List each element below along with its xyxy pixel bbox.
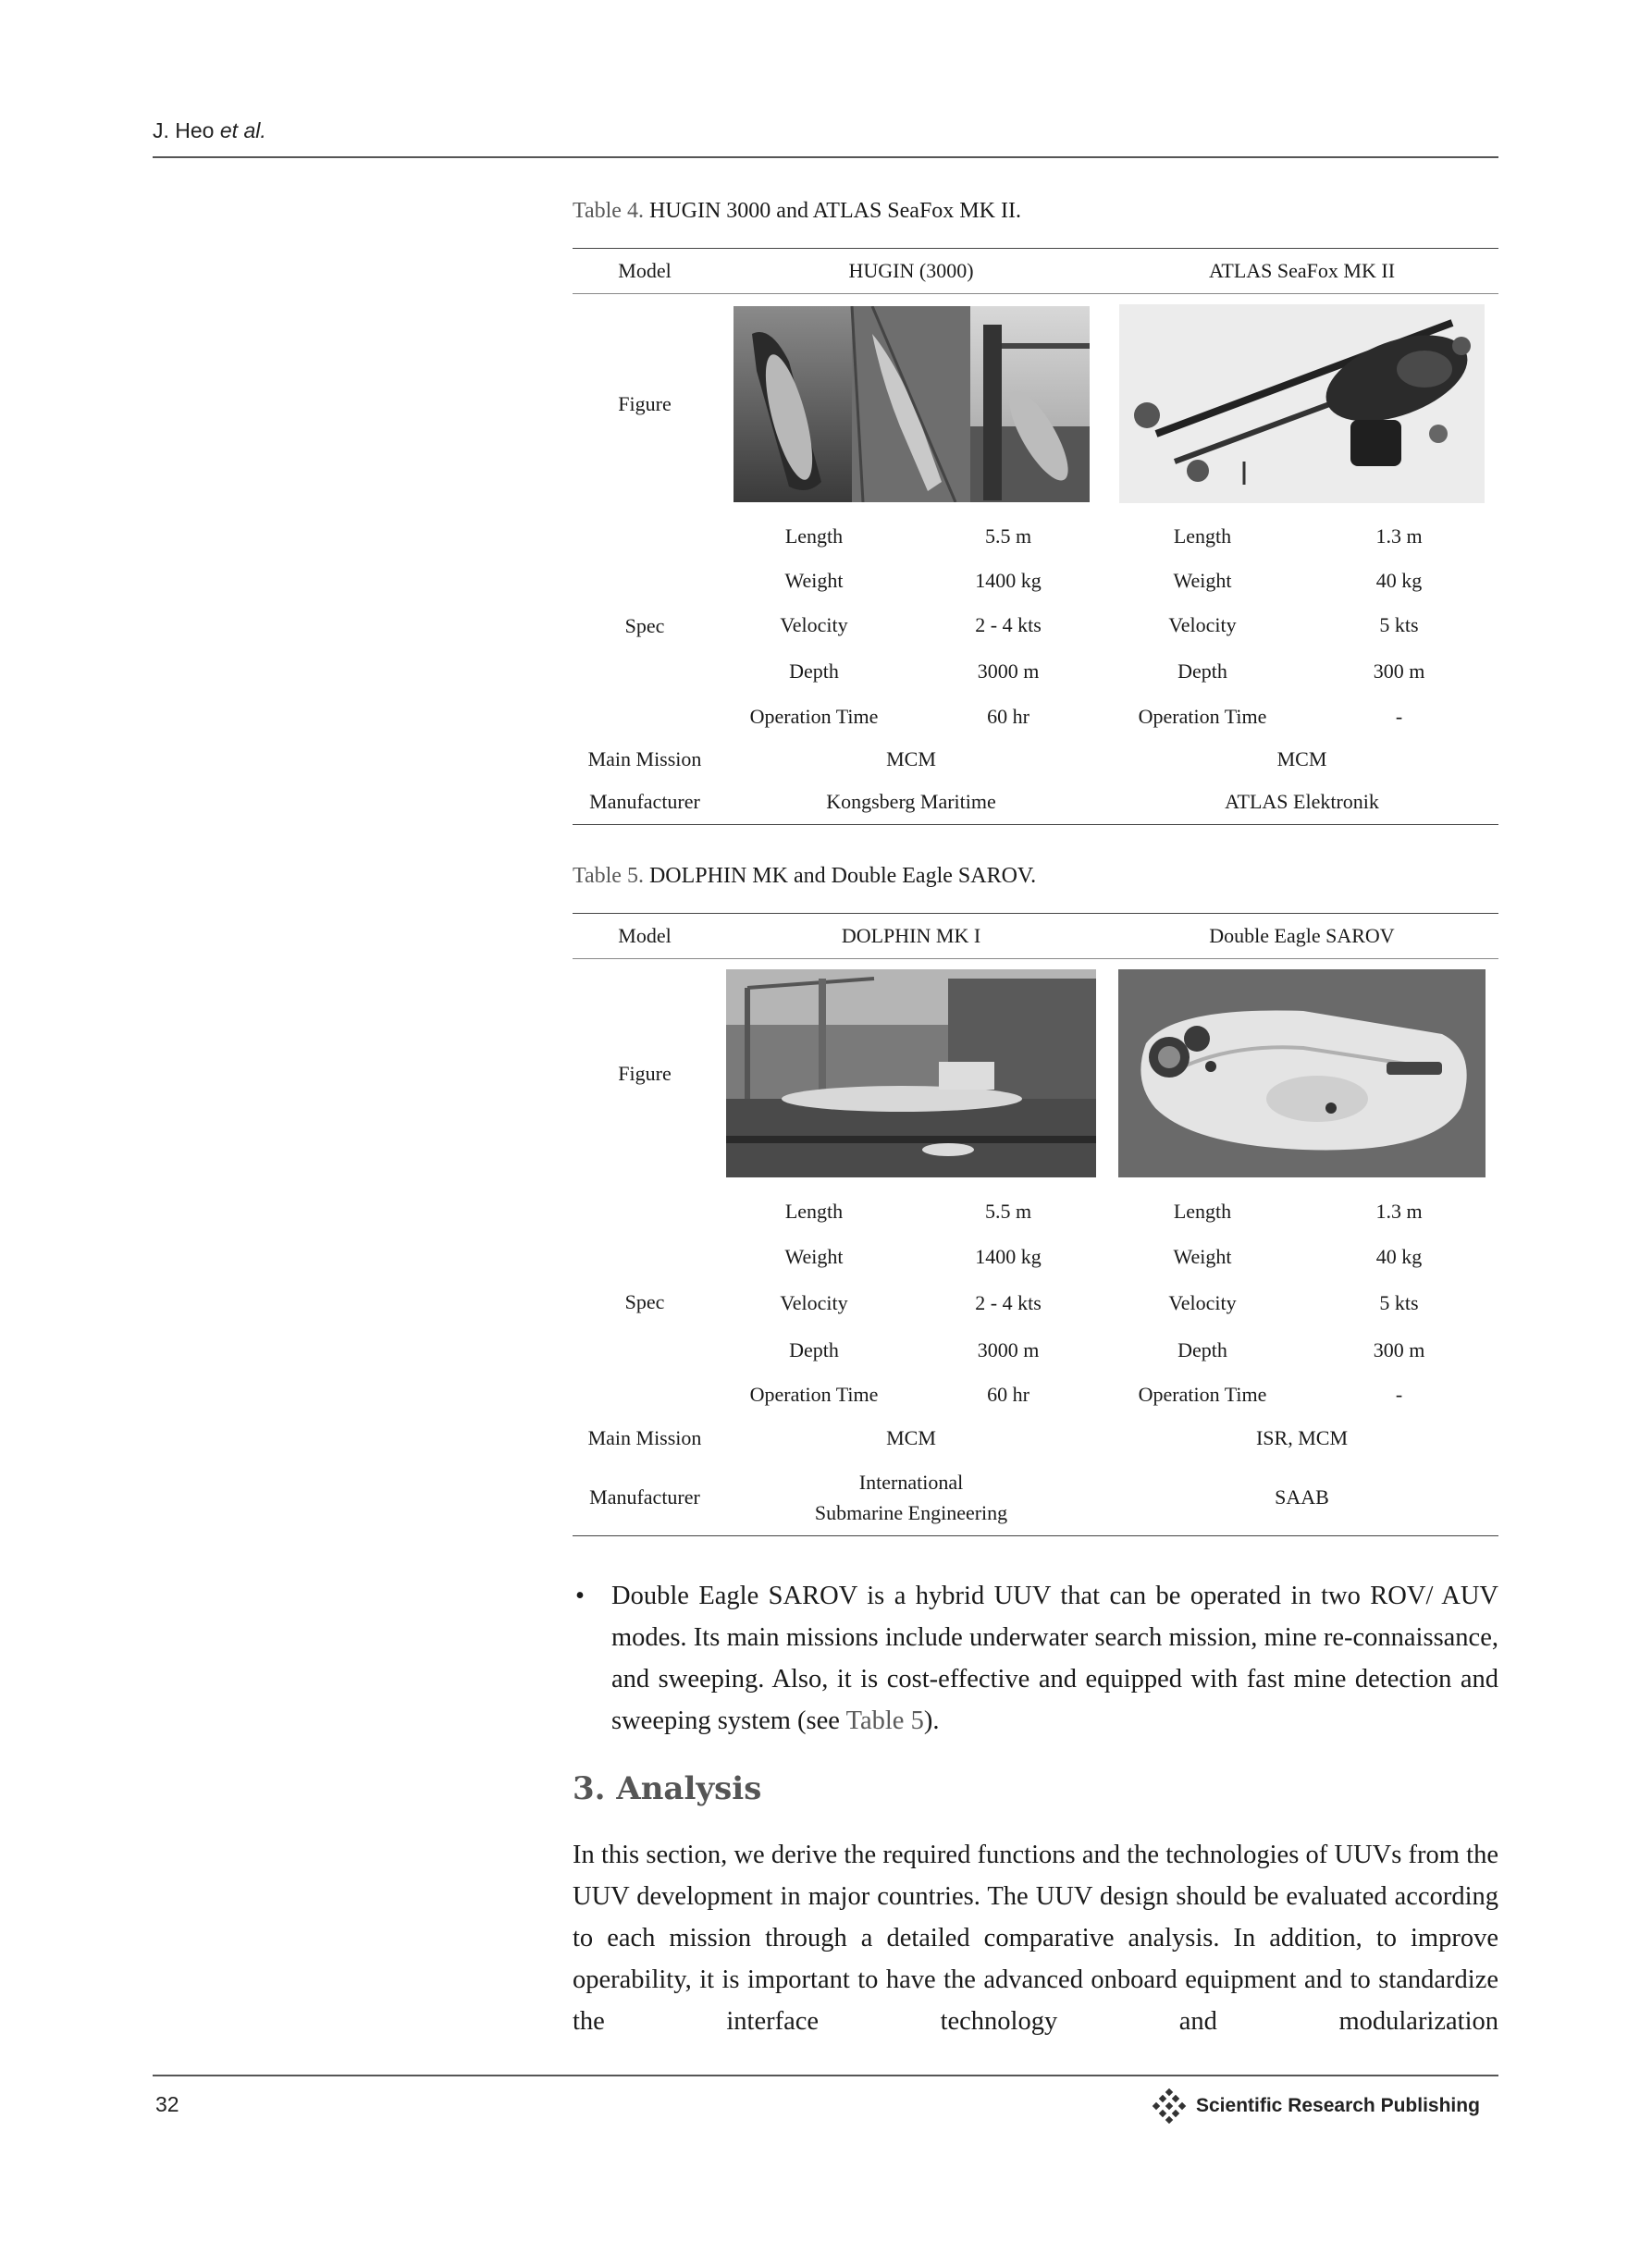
section-paragraph: In this section, we derive the required functions and the technologies of UUVs from the UUV development in major countries. The UUV design should be evaluated according to each mission through a detailed comparative analysis. In addition, to improve operability, it is important to have the advanced onboard equipment and to standardize the interface technology and modularization bbox=[573, 1841, 1498, 2036]
dolphin-photo bbox=[726, 969, 1096, 1177]
bullet-text: Double Eagle SAROV is a hybrid UUV that can be operated in two ROV/ AUV modes. Its main missions include underwater search mission, mine re-connaissance, and sweeping. Also, it is cost-effective and equipped with fast mine detection and sweeping system (see bbox=[611, 1582, 1498, 1735]
spec-name: Velocity bbox=[1168, 1290, 1237, 1314]
manufacturer-a: Kongsberg Maritime bbox=[717, 781, 1105, 825]
row-label-spec: Spec bbox=[624, 613, 665, 637]
mission-a: MCM bbox=[886, 746, 936, 770]
spec-name: Length bbox=[1173, 524, 1232, 548]
spec-name: Weight bbox=[784, 1244, 844, 1268]
spec-name: Depth bbox=[1177, 1337, 1227, 1361]
spec-value: 60 hr bbox=[987, 704, 1029, 728]
figure-dolphin bbox=[717, 959, 1105, 1189]
bullet-paragraph bbox=[573, 1575, 1498, 1742]
hugin-photo bbox=[734, 306, 1090, 502]
spec-value: 40 kg bbox=[1375, 1244, 1423, 1268]
publisher-diamond-icon bbox=[1152, 2088, 1187, 2124]
bullet-text-end: ). bbox=[923, 1706, 940, 1735]
manufacturer-a-line2: Submarine Engineering bbox=[814, 1501, 1008, 1525]
sarov-photo bbox=[1118, 969, 1486, 1177]
manufacturer-b: ATLAS Elektronik bbox=[1105, 781, 1498, 825]
spec-value: - bbox=[1395, 704, 1403, 728]
running-header-author: J. Heo et al. bbox=[153, 118, 266, 142]
section-heading: 3. Analysis bbox=[573, 1770, 762, 1807]
publisher-name: Scientific Research Publishing bbox=[1196, 2095, 1480, 2116]
table5-label: Table 5. bbox=[573, 864, 644, 888]
spec-name: Operation Time bbox=[1138, 1382, 1267, 1406]
manufacturer-a-line1: International bbox=[858, 1471, 964, 1495]
spec-value: 2 - 4 kts bbox=[975, 1290, 1042, 1314]
spec-value: 40 kg bbox=[1375, 568, 1423, 592]
col-header-model-b: Double Eagle SAROV bbox=[1105, 914, 1498, 959]
row-label-mission: Main Mission bbox=[587, 746, 702, 770]
figure-sarov bbox=[1105, 959, 1498, 1189]
spec-name: Depth bbox=[1177, 659, 1227, 683]
spec-value: 1400 kg bbox=[975, 1244, 1042, 1268]
figure-seafox bbox=[1105, 294, 1498, 514]
mission-b: ISR, MCM bbox=[1255, 1425, 1349, 1449]
col-header-model-a: DOLPHIN MK I bbox=[717, 914, 1105, 959]
table4-caption bbox=[573, 199, 1021, 224]
col-header-model: Model bbox=[573, 914, 717, 959]
spec-value: 5 kts bbox=[1379, 1290, 1419, 1314]
spec-name: Weight bbox=[1173, 568, 1232, 592]
col-header-model-a: HUGIN (3000) bbox=[717, 249, 1105, 294]
table5 bbox=[573, 913, 1498, 1536]
spec-value: 1.3 m bbox=[1375, 1199, 1423, 1223]
spec-name: Length bbox=[784, 1199, 844, 1223]
spec-name: Velocity bbox=[780, 1290, 848, 1314]
table5-caption bbox=[573, 864, 1036, 889]
spec-value: - bbox=[1395, 1382, 1403, 1406]
row-label-manufacturer: Manufacturer bbox=[573, 781, 717, 825]
bullet-icon: • bbox=[575, 1582, 585, 1610]
table5-link[interactable]: Table 5 bbox=[845, 1706, 924, 1735]
spec-value: 1.3 m bbox=[1375, 524, 1423, 548]
spec-name: Weight bbox=[1173, 1244, 1232, 1268]
col-header-model: Model bbox=[573, 249, 717, 294]
publisher-logo bbox=[1152, 2088, 1480, 2124]
row-label-figure: Figure bbox=[618, 391, 672, 415]
row-label-mission: Main Mission bbox=[587, 1425, 702, 1449]
row-label-manufacturer: Manufacturer bbox=[573, 1460, 717, 1536]
row-label-spec: Spec bbox=[624, 1289, 665, 1313]
spec-value: 3000 m bbox=[977, 1337, 1040, 1361]
spec-name: Operation Time bbox=[749, 1382, 879, 1406]
seafox-photo bbox=[1119, 304, 1485, 503]
spec-name: Velocity bbox=[780, 612, 848, 636]
spec-value: 5 kts bbox=[1379, 612, 1419, 636]
spec-name: Length bbox=[784, 524, 844, 548]
figure-hugin bbox=[717, 294, 1105, 514]
spec-value: 60 hr bbox=[987, 1382, 1029, 1406]
spec-name: Length bbox=[1173, 1199, 1232, 1223]
spec-value: 5.5 m bbox=[984, 1199, 1032, 1223]
table4-label: Table 4. bbox=[573, 199, 644, 223]
mission-b: MCM bbox=[1276, 746, 1327, 770]
manufacturer-a bbox=[717, 1460, 1105, 1536]
spec-value: 2 - 4 kts bbox=[975, 612, 1042, 636]
row-label-figure: Figure bbox=[618, 1061, 672, 1085]
spec-name: Depth bbox=[789, 659, 839, 683]
header-rule bbox=[153, 156, 1498, 158]
spec-name: Operation Time bbox=[749, 704, 879, 728]
spec-name: Operation Time bbox=[1138, 704, 1267, 728]
spec-name: Weight bbox=[784, 568, 844, 592]
spec-value: 300 m bbox=[1373, 659, 1425, 683]
col-header-model-b: ATLAS SeaFox MK II bbox=[1105, 249, 1498, 294]
page-number: 32 bbox=[155, 2092, 179, 2116]
mission-a: MCM bbox=[886, 1425, 936, 1449]
spec-value: 5.5 m bbox=[984, 524, 1032, 548]
footer-rule bbox=[153, 2075, 1498, 2076]
manufacturer-b: SAAB bbox=[1105, 1460, 1498, 1536]
spec-value: 3000 m bbox=[977, 659, 1040, 683]
table4 bbox=[573, 248, 1498, 825]
table4-title: HUGIN 3000 and ATLAS SeaFox MK II. bbox=[648, 199, 1021, 223]
spec-value: 1400 kg bbox=[975, 568, 1042, 592]
spec-name: Velocity bbox=[1168, 612, 1237, 636]
spec-name: Depth bbox=[789, 1337, 839, 1361]
table5-title: DOLPHIN MK and Double Eagle SAROV. bbox=[648, 864, 1037, 888]
spec-value: 300 m bbox=[1373, 1337, 1425, 1361]
